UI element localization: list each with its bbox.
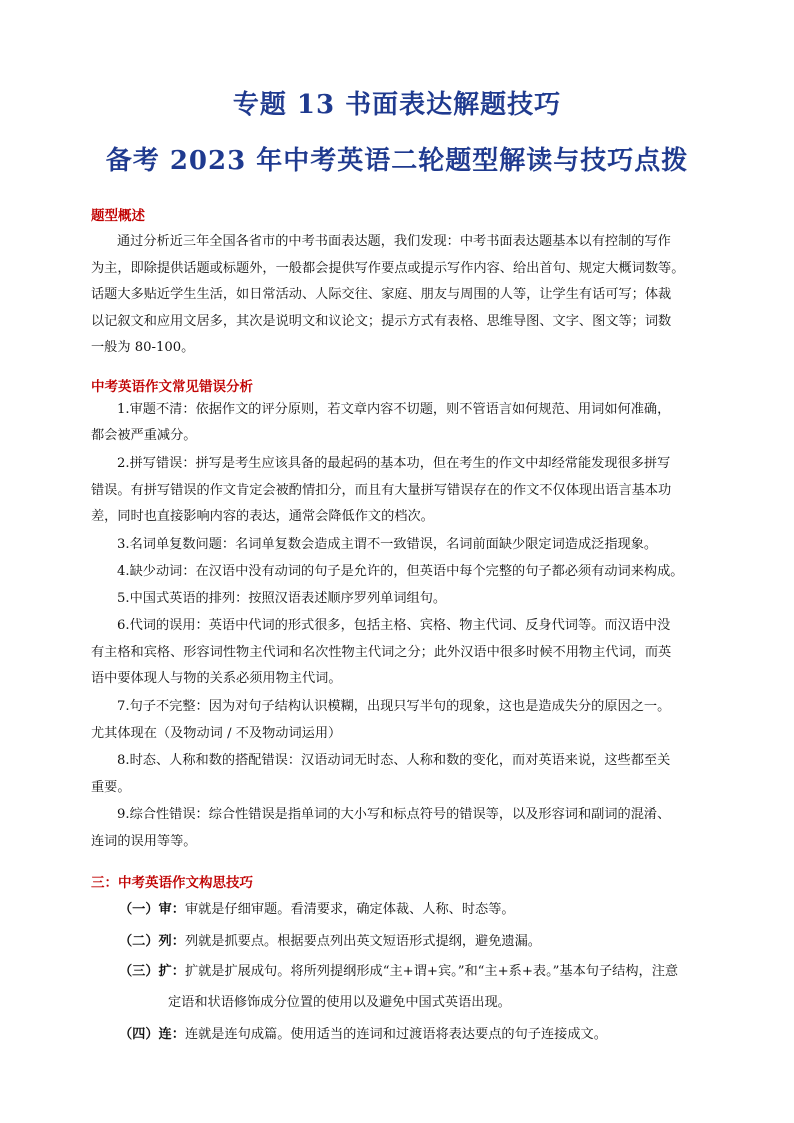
error-item-line: 4.缺少动词：在汉语中没有动词的句子是允许的，但英语中每个完整的句子都必须有动词来构成。 bbox=[117, 564, 684, 579]
technique-item bbox=[119, 929, 541, 955]
overview-line: 以记叙文和应用文居多，其次是说明文和议论文；提示方式有表格、思维导图、文字、图文等；词数 bbox=[91, 314, 672, 329]
document-subtitle: 备考 2023 年中考英语二轮题型解读与技巧点拨 bbox=[105, 146, 689, 176]
error-item-line: 3.名词单复数问题：名词单复数会造成主谓不一致错误，名词前面缺少限定词造成泛指现象。 bbox=[117, 537, 658, 552]
technique-item bbox=[119, 1022, 607, 1048]
error-item-line: 有主格和宾格、形容词性物主代词和名次性物主代词之分；此外汉语中很多时候不用物主代词，而英 bbox=[91, 645, 672, 660]
error-item-line: 8.时态、人称和数的搭配错误：汉语动词无时态、人称和数的变化，而对英语来说，这些都至关 bbox=[117, 753, 671, 768]
error-item-line: 5.中国式英语的排列：按照汉语表述顺序罗列单词组句。 bbox=[117, 591, 447, 606]
error-item-line: 连词的误用等等。 bbox=[91, 834, 197, 849]
section-heading-techniques: 三：中考英语作文构思技巧 bbox=[91, 875, 253, 891]
section-heading-overview: 题型概述 bbox=[91, 208, 145, 224]
technique-text: 连就是连句成篇。使用适当的连词和过渡语将表达要点的句子连接成文。 bbox=[184, 1027, 607, 1042]
error-item-line: 尤其体现在（及物动词 / 不及物动词运用） bbox=[91, 726, 342, 741]
error-item-line: 都会被严重减分。 bbox=[91, 428, 197, 443]
technique-label: （三）扩： bbox=[119, 964, 185, 979]
technique-item bbox=[119, 959, 678, 985]
technique-label: （二）列： bbox=[119, 934, 185, 949]
technique-label: （四）连： bbox=[119, 1027, 185, 1042]
technique-text-continued: 定语和状语修饰成分位置的使用以及避免中国式英语出现。 bbox=[168, 995, 511, 1010]
technique-item bbox=[119, 897, 515, 923]
section-heading-errors: 中考英语作文常见错误分析 bbox=[91, 379, 253, 395]
technique-text: 扩就是扩展成句。将所列提纲形成“主+谓+宾。”和“主+系+表。”基本句子结构，注意 bbox=[184, 964, 679, 979]
overview-line: 话题大多贴近学生生活，如日常活动、人际交往、家庭、朋友与周围的人等，让学生有话可写；体裁 bbox=[91, 287, 672, 302]
error-item-line: 重要。 bbox=[91, 780, 131, 795]
error-item-line: 9.综合性错误：综合性错误是指单词的大小写和标点符号的错误等，以及形容词和副词的混淆、 bbox=[117, 807, 671, 822]
technique-label: （一）审： bbox=[119, 902, 185, 917]
error-item-line: 错误。有拼写错误的作文肯定会被酌情扣分，而且有大量拼写错误存在的作文不仅体现出语言基本功 bbox=[91, 483, 672, 498]
error-item-line: 7.句子不完整：因为对句子结构认识模糊，出现只写半句的现象，这也是造成失分的原因之一。 bbox=[117, 699, 671, 714]
technique-text: 审就是仔细审题。看清要求，确定体裁、人称、时态等。 bbox=[184, 902, 515, 917]
overview-line: 一般为 80-100。 bbox=[91, 340, 195, 355]
error-item-line: 差，同时也直接影响内容的表达，通常会降低作文的档次。 bbox=[91, 509, 434, 524]
error-item-line: 语中要体现人与物的关系必须用物主代词。 bbox=[91, 671, 342, 686]
overview-line: 为主，即除提供话题或标题外，一般都会提供写作要点或提示写作内容、给出首句、规定大概词数等。 bbox=[91, 261, 685, 276]
error-item-line: 6.代词的误用：英语中代词的形式很多，包括主格、宾格、物主代词、反身代词等。而汉语中没 bbox=[117, 618, 671, 633]
overview-line: 通过分析近三年全国各省市的中考书面表达题，我们发现：中考书面表达题基本以有控制的写作 bbox=[117, 234, 671, 249]
error-item-line: 2.拼写错误：拼写是考生应该具备的最起码的基本功，但在考生的作文中却经常能发现很多拼写 bbox=[117, 456, 671, 471]
document-title: 专题 13 书面表达解题技巧 bbox=[232, 90, 562, 120]
error-item-line: 1.审题不清：依据作文的评分原则，若文章内容不切题，则不管语言如何规范、用词如何准确， bbox=[117, 402, 671, 417]
technique-text: 列就是抓要点。根据要点列出英文短语形式提纲，避免遗漏。 bbox=[184, 934, 541, 949]
